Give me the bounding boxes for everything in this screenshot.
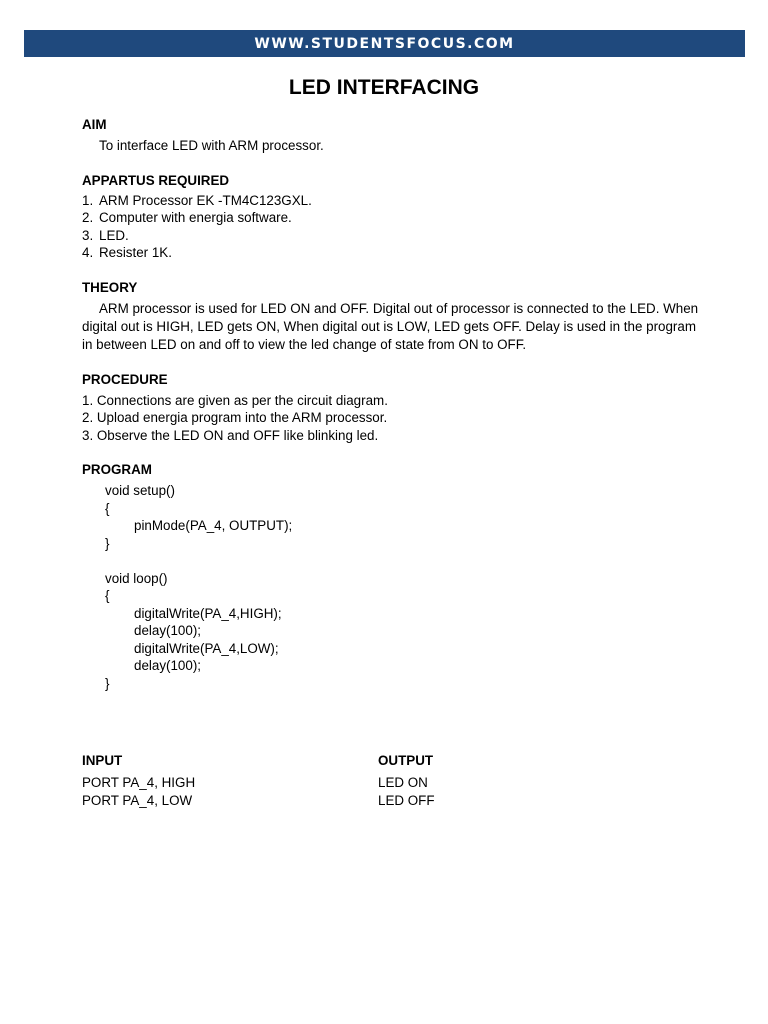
code-line: pinMode(PA_4, OUTPUT);: [134, 518, 293, 533]
code-line: [82, 552, 702, 570]
list-item: 2. Computer with energia software.: [82, 210, 292, 225]
code-line: void loop(): [105, 570, 168, 586]
banner-text: WWW.STUDENTSFOCUS.COM: [254, 35, 515, 52]
list-item: 1. ARM Processor EK -TM4C123GXL.: [82, 192, 312, 208]
site-banner: [24, 30, 745, 57]
procedure-heading: PROCEDURE: [82, 371, 168, 387]
table-cell: LED OFF: [378, 793, 435, 808]
list-item: 4. Resister 1K.: [82, 245, 172, 260]
code-line: }: [105, 535, 110, 551]
theory-text: ARM processor is used for LED ON and OFF. Digital out of processor is connected to the LED. When digital out is HIGH, LED gets ON, When digital out is LOW, LED gets OFF. Delay is used in the program in between LED on and off to view the led change of state from ON to OFF.: [82, 300, 699, 352]
list-item: 1. Connections are given as per the circuit diagram.: [82, 392, 388, 408]
io-header-row: [82, 752, 682, 770]
table-cell: LED ON: [378, 775, 428, 790]
apparatus-list: [82, 192, 702, 262]
io-table: [82, 752, 682, 810]
input-header: INPUT: [82, 753, 123, 768]
table-cell: PORT PA_4, LOW: [82, 793, 193, 808]
list-item: 2. Upload energia program into the ARM processor.: [82, 410, 388, 425]
table-row: [82, 774, 682, 792]
aim-text: To interface LED with ARM processor.: [99, 138, 324, 153]
document-body: [82, 116, 702, 692]
code-line: digitalWrite(PA_4,HIGH);: [134, 605, 282, 621]
apparatus-heading: APPARTUS REQUIRED: [82, 172, 230, 188]
page-title: LED INTERFACING: [288, 76, 480, 99]
code-line: void setup(): [105, 483, 175, 498]
aim-heading: AIM: [82, 117, 107, 132]
code-line: {: [105, 500, 110, 516]
table-cell: PORT PA_4, HIGH: [82, 775, 196, 790]
procedure-list: [82, 392, 702, 445]
code-line: delay(100);: [134, 658, 201, 673]
program-heading: PROGRAM: [82, 462, 152, 477]
code-line: {: [105, 588, 110, 603]
code-line: }: [105, 675, 110, 691]
table-row: [82, 792, 682, 810]
code-line: digitalWrite(PA_4,LOW);: [134, 640, 279, 656]
list-item: 3. LED.: [82, 227, 129, 243]
list-item: 3. Observe the LED ON and OFF like blinking led.: [82, 427, 379, 443]
code-block: [82, 482, 702, 692]
code-line: delay(100);: [134, 623, 201, 638]
theory-heading: THEORY: [82, 279, 138, 295]
output-header: OUTPUT: [378, 753, 434, 768]
